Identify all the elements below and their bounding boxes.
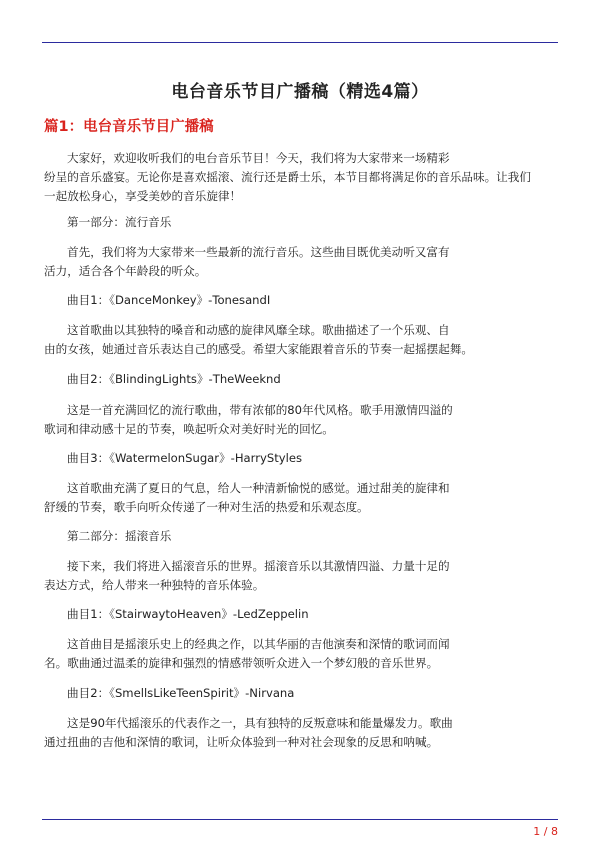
paragraph: [44, 635, 560, 673]
track-heading: [44, 605, 560, 624]
text-line: 由的女孩，她通过音乐表达自己的感受。希望大家能跟着音乐的节奏一起摇摆起舞。: [44, 342, 473, 356]
footer-rule: [42, 819, 558, 820]
paragraph: [44, 479, 560, 517]
paragraph: [44, 714, 560, 752]
part-heading: [44, 527, 560, 546]
text-line: 首先，我们将为大家带来一些最新的流行音乐。这些曲目既优美动听又富有: [67, 245, 450, 259]
text-line: 这首曲目是摇滚乐史上的经典之作，以其华丽的吉他演奏和深情的歌词而闻: [67, 637, 450, 651]
text-line: 第一部分：流行音乐: [67, 215, 172, 229]
track-heading: [44, 291, 560, 310]
text-line: 这是90年代摇滚乐的代表作之一，具有独特的反叛意味和能量爆发力。歌曲: [67, 716, 453, 730]
text-line: 这首歌曲以其独特的嗓音和动感的旋律风靡全球。歌曲描述了一个乐观、自: [67, 323, 450, 337]
text-line: 曲目2：《SmellsLikeTeenSpirit》-Nirvana: [67, 686, 295, 700]
document-title: 电台音乐节目广播稿（精选4篇）: [171, 82, 429, 102]
paragraph: [44, 243, 560, 281]
text-line: 活力，适合各个年龄段的听众。: [44, 264, 207, 278]
track-heading: [44, 449, 560, 468]
text-line: 纷呈的音乐盛宴。无论你是喜欢摇滚、流行还是爵士乐，本节目都将满足你的音乐品味。让我们: [44, 170, 531, 184]
text-line: 这首歌曲充满了夏日的气息，给人一种清新愉悦的感觉。通过甜美的旋律和: [67, 481, 450, 495]
page-indicator: 1 / 8: [533, 825, 558, 838]
part-heading: [44, 213, 560, 232]
section-heading: 篇1：电台音乐节目广播稿: [44, 119, 214, 135]
paragraph: [44, 401, 560, 439]
text-line: 表达方式，给人带来一种独特的音乐体验。: [44, 578, 265, 592]
text-line: 名。歌曲通过温柔的旋律和强烈的情感带领听众进入一个梦幻般的音乐世界。: [44, 656, 439, 670]
text-line: 曲目2：《BlindingLights》-TheWeeknd: [67, 372, 281, 386]
text-line: 曲目1：《StairwaytoHeaven》-LedZeppelin: [67, 607, 309, 621]
paragraph: [44, 321, 560, 359]
text-line: 一起放松身心，享受美妙的音乐旋律！: [44, 189, 242, 203]
text-line: 接下来，我们将进入摇滚音乐的世界。摇滚音乐以其激情四溢、力量十足的: [67, 559, 450, 573]
text-line: 曲目1：《DanceMonkey》-TonesandI: [67, 293, 271, 307]
text-line: 这是一首充满回忆的流行歌曲，带有浓郁的80年代风格。歌手用激情四溢的: [67, 403, 453, 417]
track-heading: [44, 684, 560, 703]
text-line: 第二部分：摇滚音乐: [67, 529, 172, 543]
text-line: 通过扭曲的吉他和深情的歌词，让听众体验到一种对社会现象的反思和呐喊。: [44, 735, 439, 749]
paragraph: [44, 557, 560, 595]
header-rule: [42, 42, 558, 43]
text-line: 曲目3：《WatermelonSugar》-HarryStyles: [67, 451, 302, 465]
text-line: 歌词和律动感十足的节奏，唤起听众对美好时光的回忆。: [44, 422, 334, 436]
text-line: 大家好，欢迎收听我们的电台音乐节目！今天，我们将为大家带来一场精彩: [67, 151, 450, 165]
track-heading: [44, 370, 560, 389]
paragraph-intro: [44, 149, 560, 206]
text-line: 舒缓的节奏，歌手向听众传递了一种对生活的热爱和乐观态度。: [44, 500, 369, 514]
